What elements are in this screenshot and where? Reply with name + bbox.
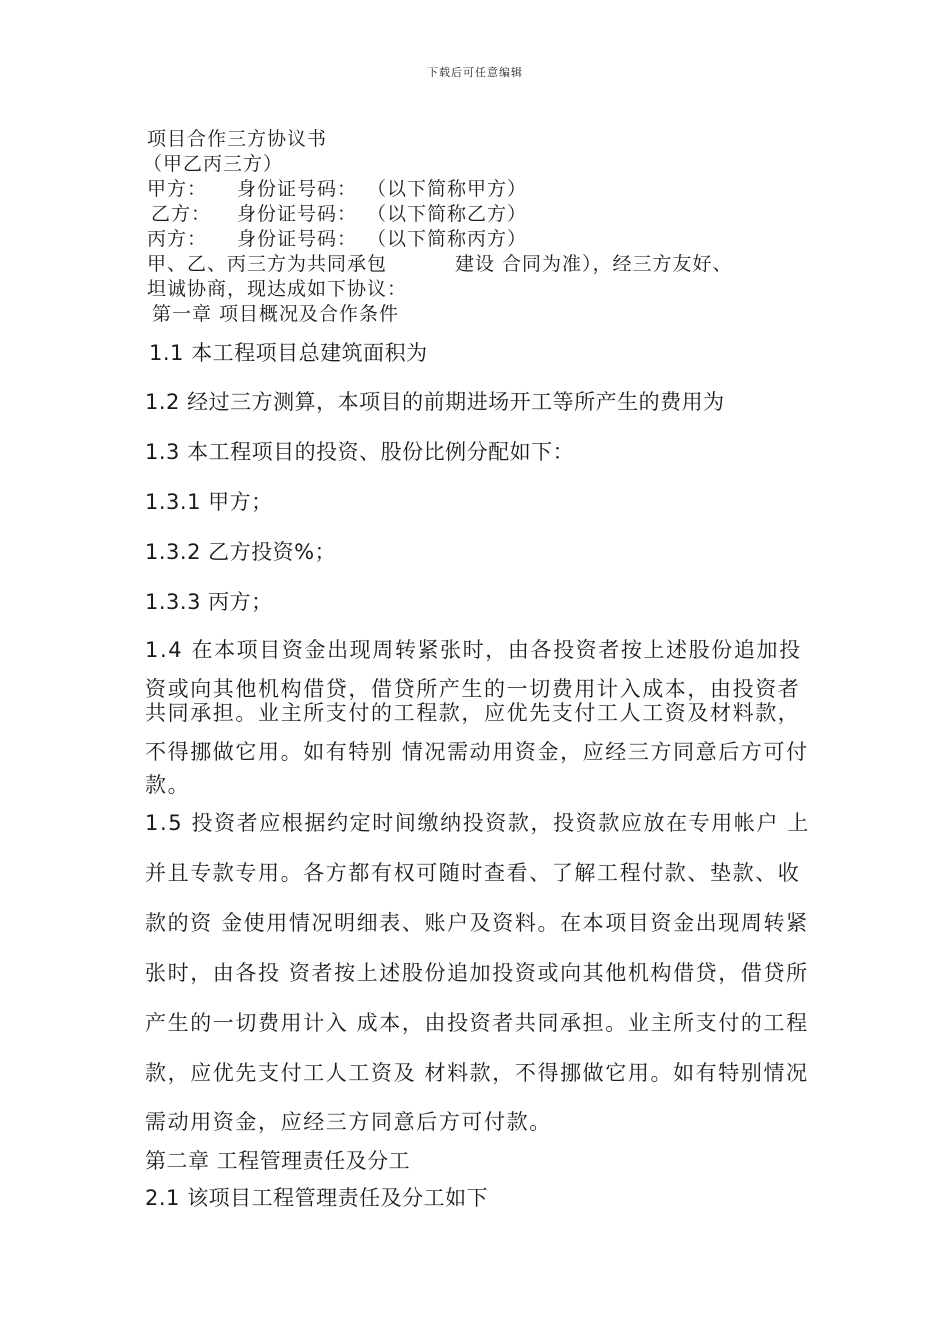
section-1-3-3: 1.3.3 丙方； (145, 590, 273, 614)
party-a-id-label: 身份证号码： (237, 178, 358, 200)
section-1-4-line-2: 资或向其他机构借贷，借贷所产生的一切费用计入成本，由投资者 (145, 677, 801, 701)
section-1-5-line-6: 款，应优先支付工人工资及 材料款，不得挪做它用。如有特别情况 (145, 1061, 809, 1085)
section-1-1: 1.1 本工程项目总建筑面积为 (149, 341, 428, 365)
chapter-1-heading: 第一章 项目概况及合作条件 (152, 303, 400, 325)
doc-subtitle: （甲乙丙三方） (143, 153, 284, 175)
party-a-alias: （以下简称甲方） (367, 178, 528, 200)
party-c-alias: （以下简称丙方） (367, 228, 528, 250)
section-1-4-line-3: 共同承担。业主所支付的工程款，应优先支付工人工资及材料款， (145, 701, 801, 725)
section-1-5-line-7: 需动用资金，应经三方同意后方可付款。 (145, 1110, 552, 1134)
section-1-4-line-5: 款。 (145, 773, 191, 797)
party-b-alias: （以下简称乙方） (367, 203, 528, 225)
intro-line-1 (147, 249, 733, 276)
header-note: 下载后可任意编辑 (427, 66, 523, 79)
party-b-id-label: 身份证号码： (237, 203, 358, 225)
section-1-4-line-1: 1.4 在本项目资金出现周转紧张时，由各投资者按上述股份追加投 (145, 638, 802, 662)
intro-part-1: 甲、乙、丙三方为共同承包 (147, 253, 388, 275)
intro-line-2: 坦诚协商，现达成如下协议： (147, 278, 408, 300)
section-1-5-line-3: 款的资 金使用情况明细表、账户及资料。在本项目资金出现周转紧 (145, 911, 809, 935)
section-2-1: 2.1 该项目工程管理责任及分工如下 (145, 1186, 489, 1210)
section-1-4-line-4: 不得挪做它用。如有特别 情况需动用资金，应经三方同意后方可付 (145, 740, 809, 764)
party-c-line (147, 224, 527, 251)
doc-title: 项目合作三方协议书 (147, 128, 328, 150)
party-b-name: 乙方： (151, 203, 212, 225)
chapter-2-heading: 第二章 工程管理责任及分工 (145, 1149, 411, 1173)
intro-part-2: 建设 合同为准），经三方友好、 (455, 253, 733, 275)
section-1-3-1: 1.3.1 甲方； (145, 490, 273, 514)
party-c-name: 丙方： (147, 228, 208, 250)
section-1-5-line-1: 1.5 投资者应根据约定时间缴纳投资款，投资款应放在专用帐户 上 (145, 811, 810, 835)
party-b-line (151, 199, 527, 226)
section-1-3: 1.3 本工程项目的投资、股份比例分配如下： (145, 440, 575, 464)
section-1-2: 1.2 经过三方测算，本项目的前期进场开工等所产生的费用为 (145, 390, 725, 414)
party-a-name: 甲方： (147, 178, 208, 200)
party-c-id-label: 身份证号码： (237, 228, 358, 250)
section-1-5-line-2: 并且专款专用。各方都有权可随时查看、了解工程付款、垫款、收 (145, 861, 801, 885)
party-a-line (147, 174, 527, 201)
section-1-3-2: 1.3.2 乙方投资%； (145, 540, 337, 564)
section-1-5-line-5: 产生的一切费用计入 成本，由投资者共同承担。业主所支付的工程 (145, 1011, 809, 1035)
section-1-5-line-4: 张时，由各投 资者按上述股份追加投资或向其他机构借贷，借贷所 (145, 961, 809, 985)
